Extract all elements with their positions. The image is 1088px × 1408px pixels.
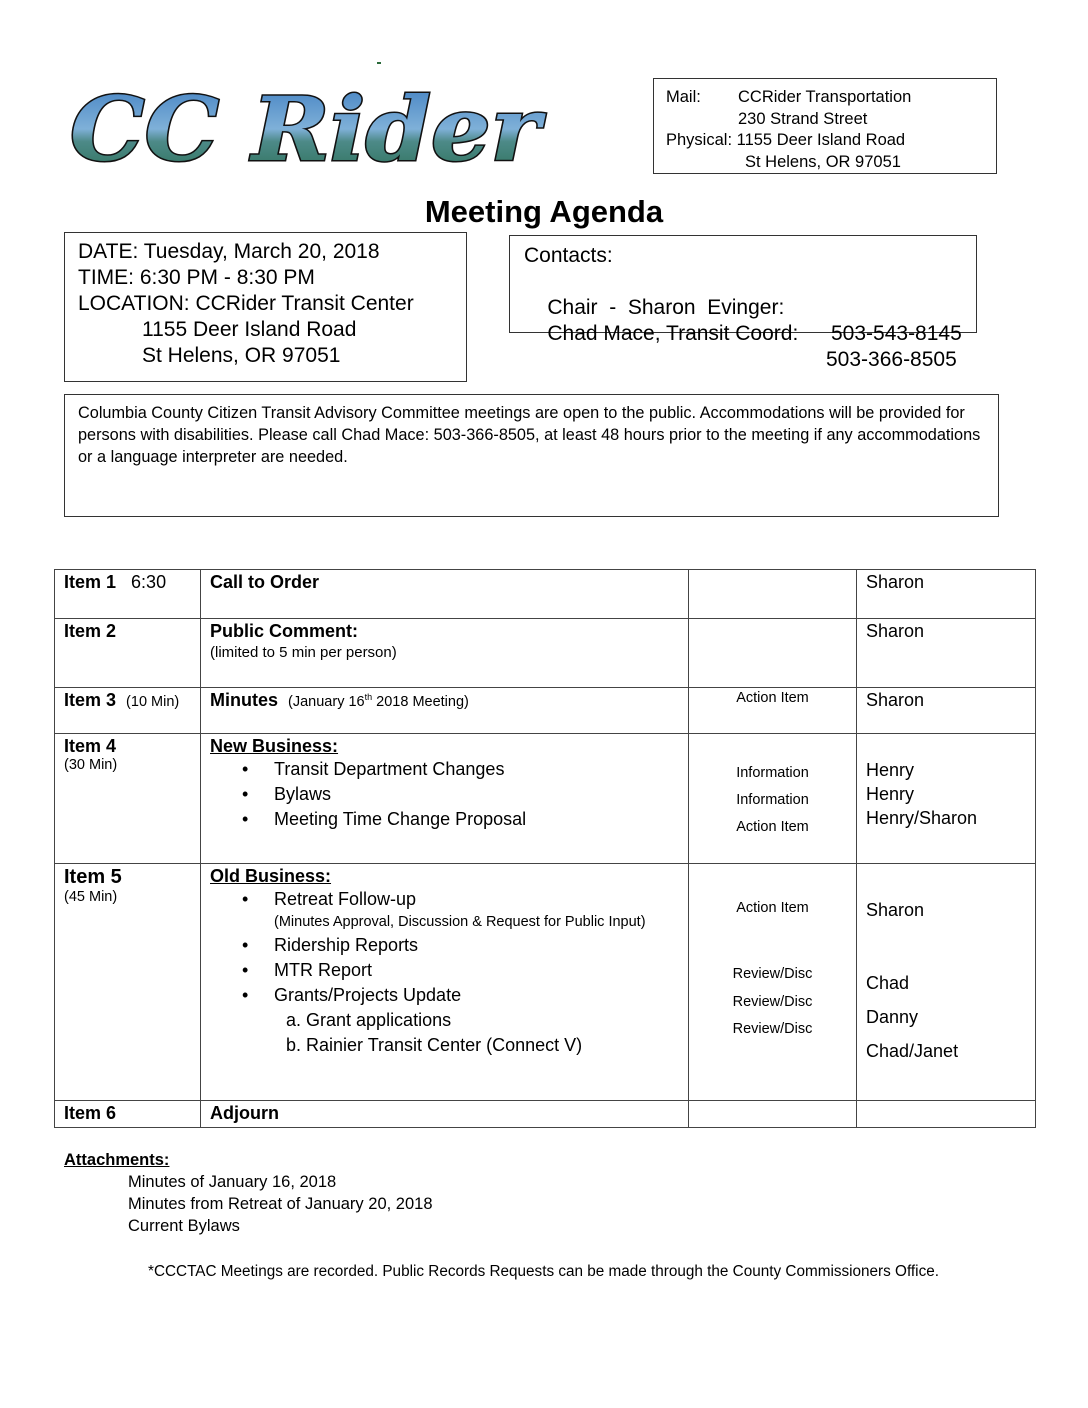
item-cell	[55, 864, 201, 1101]
item-duration: (45 Min)	[64, 889, 118, 905]
bullet-icon: •	[242, 759, 249, 779]
bullet-icon: •	[242, 960, 249, 980]
item-topic: New Business:	[210, 736, 339, 756]
item-topic: Minutes	[210, 690, 279, 710]
topic-note-superscript: th	[364, 692, 373, 703]
item-type: Action Item	[736, 819, 809, 835]
item-lead: Henry	[866, 784, 915, 804]
item-label: Item 2	[64, 621, 117, 641]
meeting-date: DATE: Tuesday, March 20, 2018	[78, 240, 380, 263]
accessibility-notice: Columbia County Citizen Transit Advisory Committee meetings are open to the public. Accommodations will be provided for persons with disabilities. Please call Chad Mace: 503-366-8505, at least 48 hours prior to the meeting if any accommodations or a language interpreter are needed.	[64, 394, 999, 517]
contact-name: Chad Mace, Transit Coord:	[547, 322, 799, 345]
item-lead: Sharon	[866, 900, 925, 920]
bullet-icon: •	[242, 809, 249, 829]
item-lead: Sharon	[866, 690, 925, 710]
type-cell	[689, 734, 857, 864]
item-label: Item 4	[64, 736, 117, 756]
item-topic-note	[288, 694, 469, 710]
bullet-list	[210, 757, 688, 832]
item-lead: Henry/Sharon	[866, 808, 978, 828]
lead-cell	[857, 570, 1036, 619]
item-lead: Henry	[866, 760, 915, 780]
topic-cell	[201, 1101, 689, 1128]
item-type: Information	[736, 765, 809, 781]
attachment-item: Minutes of January 16, 2018	[128, 1173, 337, 1191]
lead-cell	[857, 734, 1036, 864]
sub-list-item: b. Rainier Transit Center (Connect V)	[286, 1035, 583, 1055]
item-cell	[55, 734, 201, 864]
item-type: Review/Disc	[732, 1021, 813, 1037]
lead-cell	[857, 688, 1036, 734]
physical-label: Physical:	[666, 131, 733, 149]
physical-line-1: 1155 Deer Island Road	[736, 131, 906, 149]
contacts-heading: Contacts:	[524, 244, 613, 267]
topic-note-text: (January 16	[288, 694, 365, 710]
item-type: Review/Disc	[732, 966, 813, 982]
meeting-address-1: 1155 Deer Island Road	[142, 318, 357, 341]
list-item	[210, 933, 688, 958]
item-topic: Public Comment:	[210, 621, 359, 641]
agenda-row	[55, 688, 1036, 734]
item-lead: Sharon	[866, 621, 925, 641]
type-cell	[689, 619, 857, 688]
bullet-icon: •	[242, 985, 249, 1005]
list-item	[210, 887, 688, 933]
topic-cell	[201, 570, 689, 619]
item-cell	[55, 570, 201, 619]
contact-name: Chair - Sharon Evinger:	[547, 296, 785, 319]
list-item-text: MTR Report	[274, 960, 373, 980]
agenda-row	[55, 570, 1036, 619]
recording-notice: *CCCTAC Meetings are recorded. Public Records Requests can be made through the County Commissioners Office.	[148, 1263, 939, 1280]
logo-speck	[377, 62, 381, 64]
list-item	[210, 757, 688, 782]
physical-line-2: St Helens, OR 97051	[745, 152, 901, 171]
agenda-row	[55, 1101, 1036, 1128]
item-lead: Chad/Janet	[866, 1041, 959, 1061]
topic-cell	[201, 734, 689, 864]
item-lead: Danny	[866, 1007, 919, 1027]
list-item	[210, 782, 688, 807]
list-item	[210, 983, 688, 1008]
item-cell	[55, 688, 201, 734]
item-duration: (30 Min)	[64, 757, 118, 773]
item-type: Action Item	[736, 690, 809, 706]
topic-cell	[201, 688, 689, 734]
bullet-icon: •	[242, 935, 249, 955]
list-item-text: Bylaws	[274, 784, 332, 804]
bullet-icon: •	[242, 889, 249, 909]
meeting-time: TIME: 6:30 PM - 8:30 PM	[78, 266, 315, 289]
contact-phone: 503-543-8145	[831, 322, 962, 345]
item-duration: (10 Min)	[126, 694, 180, 710]
item-lead: Chad	[866, 973, 910, 993]
item-type: Review/Disc	[732, 993, 813, 1010]
item-cell	[55, 619, 201, 688]
mail-line-1: CCRider Transportation	[738, 88, 912, 106]
attachment-item: Minutes from Retreat of January 20, 2018	[128, 1194, 433, 1213]
attachment-item: Current Bylaws	[128, 1216, 240, 1235]
cc-rider-logo	[66, 82, 548, 172]
contact-phone: 503-366-8505	[826, 348, 957, 371]
item-topic: Adjourn	[210, 1103, 279, 1123]
lead-cell	[857, 619, 1036, 688]
item-label: Item 3	[64, 690, 117, 710]
lead-cell	[857, 1101, 1036, 1128]
type-cell	[689, 864, 857, 1101]
list-item	[210, 958, 688, 983]
mail-line-2: 230 Strand Street	[738, 109, 868, 128]
mail-label: Mail:	[666, 88, 701, 106]
type-cell	[689, 570, 857, 619]
agenda-row	[55, 864, 1036, 1101]
item-note: (limited to 5 min per person)	[210, 644, 397, 661]
list-item-text: Transit Department Changes	[274, 759, 505, 779]
list-item-note: (Minutes Approval, Discussion & Request for Public Input)	[274, 914, 646, 930]
list-item-text: Retreat Follow-up	[274, 889, 417, 909]
agenda-row	[55, 619, 1036, 688]
agenda-table	[54, 569, 1036, 1128]
attachments-heading: Attachments:	[64, 1151, 170, 1169]
type-cell	[689, 1101, 857, 1128]
list-item-text: Meeting Time Change Proposal	[274, 809, 527, 829]
list-item	[210, 807, 688, 832]
item-topic: Call to Order	[210, 572, 320, 592]
type-cell	[689, 688, 857, 734]
sub-list-item: a. Grant applications	[286, 1010, 452, 1030]
lead-cell	[857, 864, 1036, 1101]
item-time: 6:30	[131, 572, 167, 592]
topic-cell	[201, 619, 689, 688]
meeting-location: LOCATION: CCRider Transit Center	[78, 292, 414, 315]
meeting-details-box	[64, 232, 467, 382]
item-cell	[55, 1101, 201, 1128]
item-type: Action Item	[736, 900, 809, 916]
topic-note-text: 2018 Meeting)	[372, 694, 469, 710]
page-title: Meeting Agenda	[424, 194, 664, 229]
mailing-address-box	[653, 78, 997, 174]
contacts-box	[509, 235, 977, 371]
bullet-list	[210, 887, 688, 1008]
attachments-list	[128, 1172, 433, 1237]
item-lead: Sharon	[866, 572, 925, 592]
item-label: Item 5	[64, 866, 122, 888]
meeting-address-2: St Helens, OR 97051	[142, 344, 341, 367]
list-item-text: Ridership Reports	[274, 935, 419, 955]
logo-text: CC Rider	[70, 82, 546, 172]
item-topic: Old Business:	[210, 866, 332, 886]
item-type: Information	[736, 792, 809, 808]
agenda-row	[55, 734, 1036, 864]
item-label: Item 1	[64, 572, 117, 592]
topic-cell	[201, 864, 689, 1101]
list-item-text: Grants/Projects Update	[274, 985, 462, 1005]
item-label: Item 6	[64, 1103, 117, 1123]
bullet-icon: •	[242, 784, 249, 804]
